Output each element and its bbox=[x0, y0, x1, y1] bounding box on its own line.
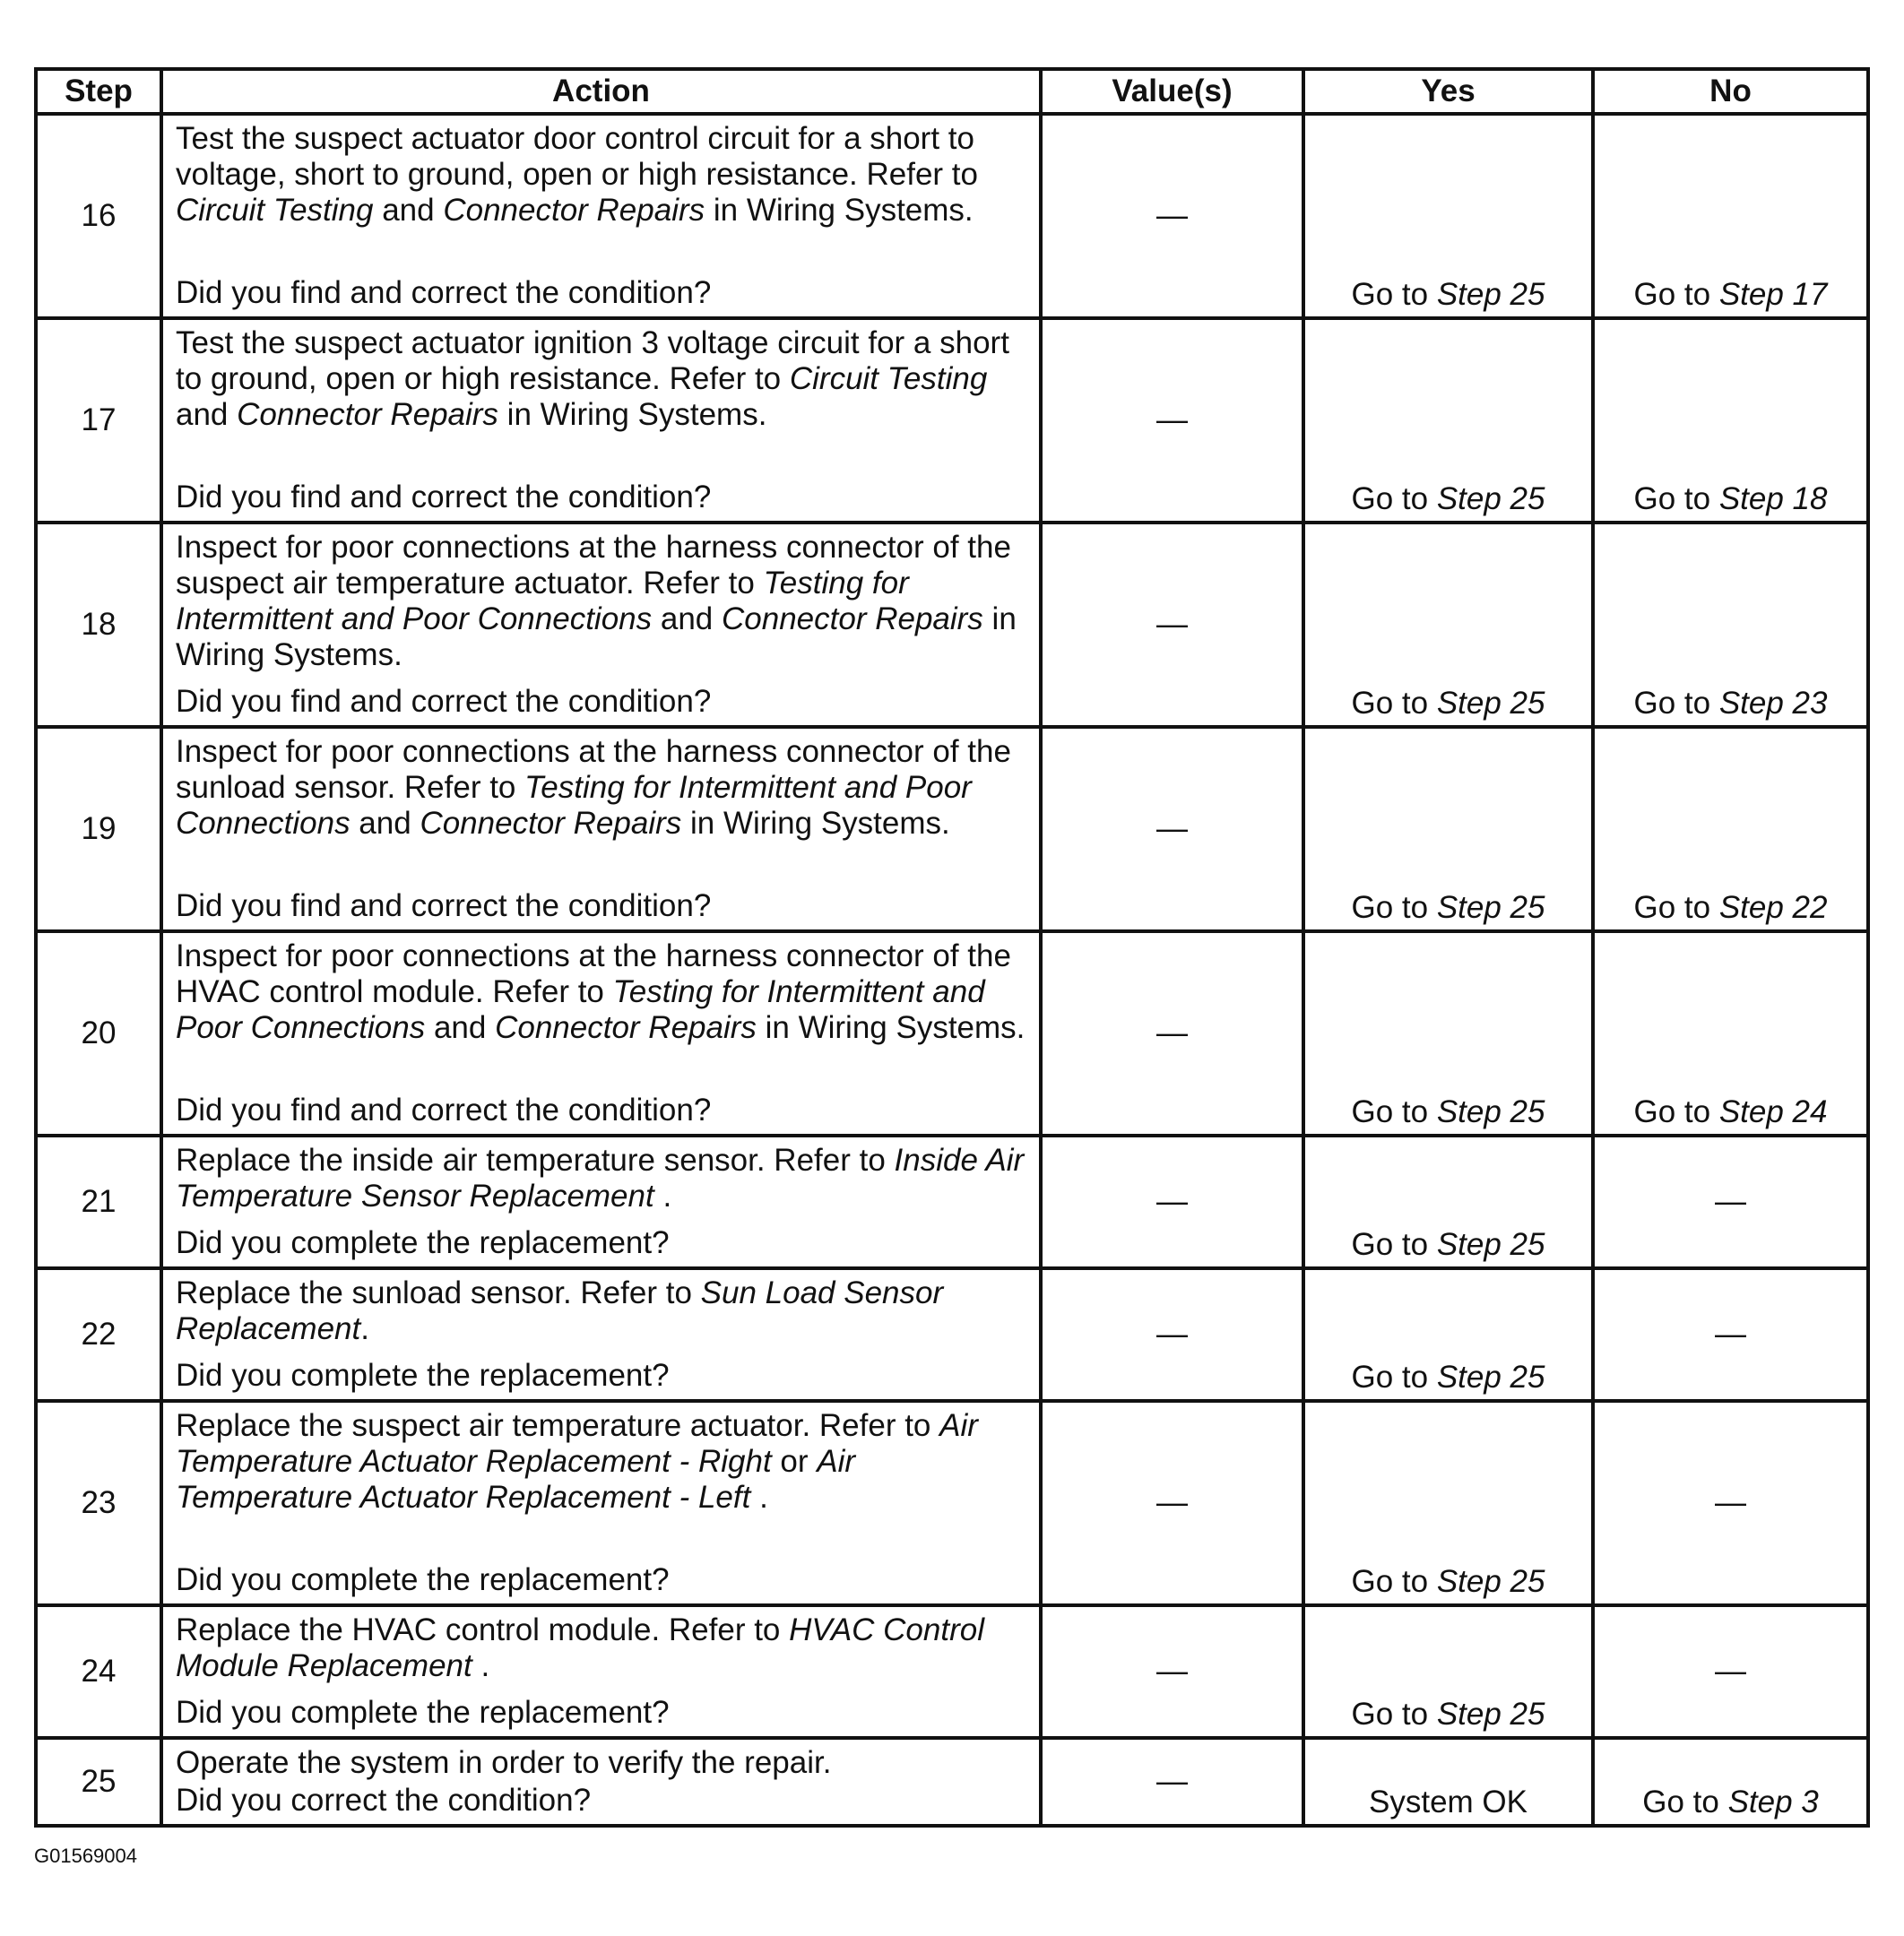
table-row bbox=[36, 931, 1868, 1136]
no-cell bbox=[1593, 318, 1868, 523]
value-cell bbox=[1041, 1268, 1303, 1401]
no-cell bbox=[1593, 114, 1868, 318]
instruction-text: . bbox=[472, 1648, 490, 1683]
action-question: Did you complete the replacement? bbox=[176, 1358, 670, 1393]
no-step-reference: Step 17 bbox=[1718, 277, 1828, 312]
value-dash: — bbox=[1156, 198, 1188, 233]
reference-link-text: Air Temperature Actuator Replacement - Left bbox=[176, 1444, 856, 1515]
value-cell bbox=[1041, 1136, 1303, 1268]
reference-link-text: Testing for Intermittent and Poor Connections bbox=[176, 566, 909, 636]
reference-link-text: Circuit Testing bbox=[176, 193, 374, 228]
action-question: Did you find and correct the condition? bbox=[176, 480, 712, 514]
instruction-text: Test the suspect actuator ignition 3 voltage circuit for a short to ground, open or high resistance. Refer to bbox=[176, 325, 1009, 396]
step-number: 18 bbox=[36, 523, 161, 727]
no-step-reference: Step 22 bbox=[1718, 890, 1828, 925]
no-cell bbox=[1593, 1605, 1868, 1738]
action-cell bbox=[161, 1401, 1041, 1605]
figure-id: G01569004 bbox=[34, 1845, 137, 1867]
value-dash: — bbox=[1156, 607, 1188, 642]
yes-cell bbox=[1303, 1605, 1593, 1738]
action-question: Did you complete the replacement? bbox=[176, 1562, 670, 1597]
no-cell bbox=[1593, 931, 1868, 1136]
yes-step-reference: Step 25 bbox=[1436, 1697, 1545, 1732]
table-row bbox=[36, 318, 1868, 523]
reference-link-text: Circuit Testing bbox=[789, 361, 988, 396]
action-instruction bbox=[176, 1275, 1032, 1358]
yes-text: Go to bbox=[1351, 1227, 1437, 1262]
step-number: 25 bbox=[36, 1738, 161, 1826]
reference-link-text: Connector Repairs bbox=[420, 806, 682, 841]
yes-step-reference: Step 25 bbox=[1436, 1564, 1545, 1599]
instruction-text: Replace the sunload sensor. Refer to bbox=[176, 1275, 701, 1310]
yes-step-reference: Step 25 bbox=[1436, 1227, 1545, 1262]
action-cell bbox=[161, 114, 1041, 318]
action-instruction bbox=[176, 938, 1032, 1093]
step-number: 22 bbox=[36, 1268, 161, 1401]
action-question: Did you complete the replacement? bbox=[176, 1695, 670, 1730]
reference-link-text: Connector Repairs bbox=[443, 193, 705, 228]
instruction-text: in Wiring Systems. bbox=[176, 601, 1017, 672]
yes-text: Go to bbox=[1351, 481, 1437, 516]
instruction-text: and bbox=[350, 806, 420, 841]
instruction-text: and bbox=[652, 601, 722, 636]
no-cell bbox=[1593, 1268, 1868, 1401]
action-instruction bbox=[176, 530, 1032, 684]
header-no: No bbox=[1593, 69, 1868, 114]
instruction-text: Test the suspect actuator door control circuit for a short to voltage, short to ground, open or high resistance. Refer to bbox=[176, 121, 978, 192]
action-question: Did you find and correct the condition? bbox=[176, 275, 712, 310]
yes-cell bbox=[1303, 114, 1593, 318]
instruction-text: Inspect for poor connections at the harness connector of the sunload sensor. Refer to bbox=[176, 734, 1011, 805]
action-cell bbox=[161, 727, 1041, 931]
instruction-text: in Wiring Systems. bbox=[498, 397, 767, 432]
action-question: Did you find and correct the condition? bbox=[176, 1093, 712, 1128]
no-text: Go to bbox=[1633, 686, 1719, 721]
instruction-text: Replace the inside air temperature sensor. Refer to bbox=[176, 1143, 895, 1178]
action-instruction bbox=[176, 121, 1032, 275]
no-step-reference: Step 18 bbox=[1718, 481, 1828, 516]
table-row bbox=[36, 1605, 1868, 1738]
step-number: 19 bbox=[36, 727, 161, 931]
diagnostic-steps-table bbox=[34, 67, 1870, 1828]
no-cell bbox=[1593, 1136, 1868, 1268]
value-dash: — bbox=[1156, 1764, 1188, 1799]
yes-cell bbox=[1303, 1401, 1593, 1605]
reference-link-text: Testing for Intermittent and Poor Connections bbox=[176, 770, 972, 841]
no-text: Go to bbox=[1633, 1094, 1719, 1129]
value-dash: — bbox=[1156, 1016, 1188, 1050]
table-row bbox=[36, 1738, 1868, 1826]
yes-cell bbox=[1303, 523, 1593, 727]
value-dash: — bbox=[1156, 402, 1188, 437]
instruction-text: Replace the suspect air temperature actuator. Refer to bbox=[176, 1408, 940, 1443]
value-cell bbox=[1041, 1738, 1303, 1826]
yes-step-reference: Step 25 bbox=[1436, 481, 1545, 516]
action-cell bbox=[161, 318, 1041, 523]
value-cell bbox=[1041, 931, 1303, 1136]
no-text: Go to bbox=[1633, 277, 1719, 312]
no-text: — bbox=[1715, 1485, 1746, 1520]
yes-step-reference: Step 25 bbox=[1436, 890, 1545, 925]
action-instruction bbox=[176, 1612, 1032, 1695]
action-cell bbox=[161, 523, 1041, 727]
instruction-text: . bbox=[360, 1311, 369, 1346]
instruction-text: and bbox=[425, 1010, 496, 1045]
reference-link-text: Sun Load Sensor Replacement bbox=[176, 1275, 944, 1346]
value-cell bbox=[1041, 727, 1303, 931]
yes-text: System OK bbox=[1369, 1785, 1528, 1819]
instruction-text: . bbox=[750, 1480, 768, 1515]
instruction-text: and bbox=[176, 397, 238, 432]
value-cell bbox=[1041, 523, 1303, 727]
table-row bbox=[36, 1401, 1868, 1605]
action-instruction bbox=[176, 1745, 1032, 1783]
header-step: Step bbox=[36, 69, 161, 114]
no-cell bbox=[1593, 523, 1868, 727]
action-instruction bbox=[176, 325, 1032, 480]
step-number: 23 bbox=[36, 1401, 161, 1605]
yes-cell bbox=[1303, 727, 1593, 931]
value-dash: — bbox=[1156, 1654, 1188, 1689]
yes-step-reference: Step 25 bbox=[1436, 686, 1545, 721]
yes-cell bbox=[1303, 1268, 1593, 1401]
no-text: — bbox=[1715, 1317, 1746, 1352]
yes-text: Go to bbox=[1351, 890, 1437, 925]
table-row bbox=[36, 114, 1868, 318]
action-question: Did you find and correct the condition? bbox=[176, 888, 712, 923]
reference-link-text: Connector Repairs bbox=[722, 601, 983, 636]
table-row bbox=[36, 727, 1868, 931]
instruction-text: in Wiring Systems. bbox=[681, 806, 950, 841]
step-number: 17 bbox=[36, 318, 161, 523]
instruction-text: Replace the HVAC control module. Refer to bbox=[176, 1612, 790, 1647]
yes-step-reference: Step 25 bbox=[1436, 277, 1545, 312]
value-cell bbox=[1041, 114, 1303, 318]
no-cell bbox=[1593, 1738, 1868, 1826]
yes-text: Go to bbox=[1351, 1564, 1437, 1599]
action-question: Did you correct the condition? bbox=[176, 1783, 592, 1818]
reference-link-text: HVAC Control Module Replacement bbox=[176, 1612, 984, 1683]
yes-text: Go to bbox=[1351, 1360, 1437, 1395]
no-text: Go to bbox=[1633, 481, 1719, 516]
instruction-text: . bbox=[653, 1179, 672, 1214]
action-cell bbox=[161, 1136, 1041, 1268]
yes-cell bbox=[1303, 1738, 1593, 1826]
no-cell bbox=[1593, 727, 1868, 931]
action-instruction bbox=[176, 734, 1032, 888]
step-number: 24 bbox=[36, 1605, 161, 1738]
step-number: 16 bbox=[36, 114, 161, 318]
table-row bbox=[36, 1268, 1868, 1401]
action-instruction bbox=[176, 1408, 1032, 1562]
header-yes: Yes bbox=[1303, 69, 1593, 114]
yes-text: Go to bbox=[1351, 686, 1437, 721]
value-cell bbox=[1041, 1401, 1303, 1605]
yes-text: Go to bbox=[1351, 1697, 1437, 1732]
no-text: Go to bbox=[1642, 1785, 1728, 1819]
header-values: Value(s) bbox=[1041, 69, 1303, 114]
action-question: Did you complete the replacement? bbox=[176, 1225, 670, 1260]
instruction-text: in Wiring Systems. bbox=[705, 193, 974, 228]
reference-link-text: Connector Repairs bbox=[495, 1010, 757, 1045]
action-instruction bbox=[176, 1143, 1032, 1225]
instruction-text: in Wiring Systems. bbox=[756, 1010, 1026, 1045]
no-text: — bbox=[1715, 1654, 1746, 1689]
instruction-text: Inspect for poor connections at the harness connector of the suspect air temperature actuator. Refer to bbox=[176, 530, 1011, 601]
value-cell bbox=[1041, 318, 1303, 523]
yes-cell bbox=[1303, 1136, 1593, 1268]
header-action: Action bbox=[161, 69, 1041, 114]
reference-link-text: Air Temperature Actuator Replacement - Right bbox=[176, 1408, 978, 1479]
reference-link-text: Testing for Intermittent and Poor Connections bbox=[176, 974, 985, 1045]
value-dash: — bbox=[1156, 1485, 1188, 1520]
value-dash: — bbox=[1156, 1184, 1188, 1219]
action-question: Did you find and correct the condition? bbox=[176, 684, 712, 719]
yes-step-reference: Step 25 bbox=[1436, 1094, 1545, 1129]
instruction-text: Inspect for poor connections at the harness connector of the HVAC control module. Refer to bbox=[176, 938, 1011, 1009]
no-step-reference: Step 3 bbox=[1727, 1785, 1819, 1819]
yes-step-reference: Step 25 bbox=[1436, 1360, 1545, 1395]
reference-link-text: Connector Repairs bbox=[237, 397, 498, 432]
instruction-text: and bbox=[373, 193, 444, 228]
action-cell bbox=[161, 1268, 1041, 1401]
value-dash: — bbox=[1156, 1317, 1188, 1352]
step-number: 21 bbox=[36, 1136, 161, 1268]
instruction-text: Operate the system in order to verify the repair. bbox=[176, 1745, 832, 1780]
action-cell bbox=[161, 1605, 1041, 1738]
yes-text: Go to bbox=[1351, 277, 1437, 312]
action-cell bbox=[161, 931, 1041, 1136]
no-text: — bbox=[1715, 1184, 1746, 1219]
reference-link-text: Inside Air Temperature Sensor Replacement bbox=[176, 1143, 1025, 1214]
yes-cell bbox=[1303, 318, 1593, 523]
no-cell bbox=[1593, 1401, 1868, 1605]
header-row bbox=[36, 69, 1868, 114]
yes-cell bbox=[1303, 931, 1593, 1136]
no-step-reference: Step 23 bbox=[1718, 686, 1828, 721]
value-dash: — bbox=[1156, 811, 1188, 846]
table-row bbox=[36, 523, 1868, 727]
value-cell bbox=[1041, 1605, 1303, 1738]
no-step-reference: Step 24 bbox=[1718, 1094, 1828, 1129]
action-cell bbox=[161, 1738, 1041, 1826]
step-number: 20 bbox=[36, 931, 161, 1136]
instruction-text: or bbox=[771, 1444, 818, 1479]
table-row bbox=[36, 1136, 1868, 1268]
no-text: Go to bbox=[1633, 890, 1719, 925]
yes-text: Go to bbox=[1351, 1094, 1437, 1129]
